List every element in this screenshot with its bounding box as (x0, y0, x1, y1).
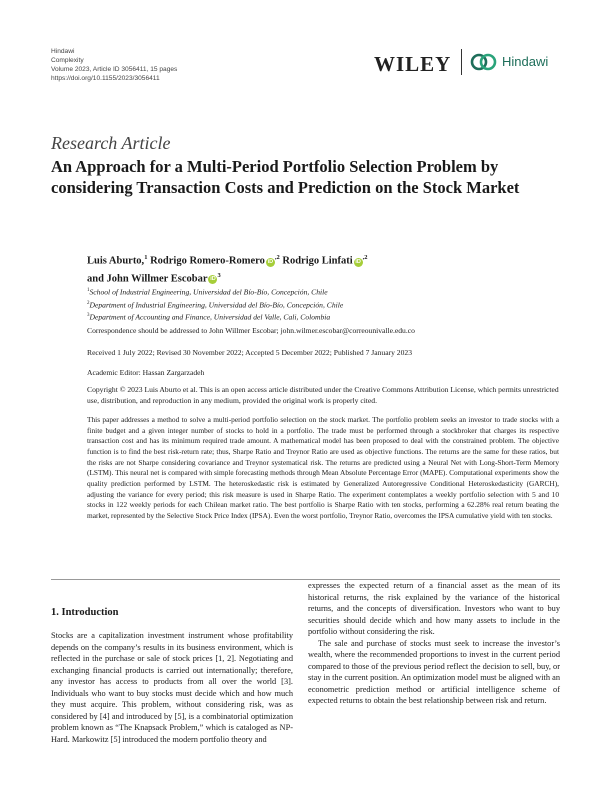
hindawi-logo-text: Hindawi (502, 54, 549, 69)
author-sup: ,2 (362, 254, 368, 261)
hindawi-rings-icon (469, 52, 499, 72)
abstract: This paper addresses a method to solve a multi-period portfolio selection on the stock market. The portfolio problem seeks an investor to trade stocks with a finite budget and a given integer number of stocks to hold in a portfolio. The trade must be performed through a stockbroker that charges its respective transaction cost and has its minimum required trade amount. A mathematical model has been proposed to deal with the constrained problem. The objective function is to find the best risk-return rate; thus, Sharpe Ratio and Treynor Ratio are used as objective functions. The returns are the same for these ratios, but the risks are not Sharpe considering covariance and Treynor systematical risk. The returns are predicted using a Neural Net with Long-Short-Term Memory (LSTM). This neural net is compared with simple forecasting methods through Mean Absolute Percentage Error (MAPE). Computational experiments show the quality prediction performed by LSTM. The heteroskedastic risk is estimated by Generalized Autoregressive Conditional Heteroskedasticity (GARCH), adjusting the variance for every period; this risk measure is used in Sharpe Ratio. The experiment contemplates a weekly portfolio selection with 5 and 10 stocks in 122 weekly periods for each Chilean market ratio. The best portfolio is Sharpe Ratio with ten stocks, performing a 62.28% real return beating the market, represented by the Selective Stock Price Index (IPSA). Even the worst portfolio, Treynor Ratio, overcomes the IPSA cumulative yield with ten stocks. (87, 415, 559, 520)
academic-editor: Academic Editor: Hassan Zargarzadeh (87, 368, 205, 377)
affiliations (87, 285, 557, 323)
author-name: Luis Aburto, (87, 255, 145, 267)
correspondence: Correspondence should be addressed to John Willmer Escobar; john.wilmer.escobar@correounivalle.edu.co (87, 326, 415, 335)
author-sup: 1 (144, 254, 148, 261)
section-heading: 1. Introduction (51, 607, 119, 618)
author-name: and John Willmer Escobar (87, 273, 208, 284)
author-list (87, 251, 557, 286)
author-name: Rodrigo Linfati (282, 255, 353, 267)
journal-name: Complexity (51, 57, 84, 64)
paragraph: expresses the expected return of a financial asset as the mean of its historical returns, the risk explained by the variance of the historical returns, and the concepts of diversification. Investors who want to buy securities should decide which and how many assets to include in the portfolio without considering the risk. (308, 581, 560, 636)
journal-volume: Volume 2023, Article ID 3056411, 15 pages (51, 66, 178, 73)
paragraph: The sale and purchase of stocks must seek to increase the investor’s wealth, where the recommended proportions to invest in the current period compared to those of the previous period reflect the decision to sell, buy, or stay in the current position. An optimization model must be aligned with an econometric prediction method or artificial intelligence scheme of expected returns to obtain the best relationship between risk and return. (308, 638, 560, 705)
article-dates: Received 1 July 2022; Revised 30 November 2022; Accepted 5 December 2022; Published 7 January 2023 (87, 348, 412, 357)
body-column-right (308, 580, 560, 707)
journal-meta (51, 47, 177, 83)
article-title: An Approach for a Multi-Period Portfolio Selection Problem by considering Transaction Costs and Prediction on the Stock Market (51, 157, 520, 197)
body-column-left (51, 630, 293, 745)
orcid-icon[interactable]: iD (267, 258, 274, 265)
author-name: Rodrigo Romero-Romero (150, 255, 265, 267)
paragraph: Stocks are a capitalization investment instrument whose profitability depends on the company’s results in its business environment, which is reflected in the purchase or sale of stock prices [1, 2]. Negotiating and exchanging financial products is carried out internationally; therefore, any investor has access to products from all over the world [3]. Individuals who want to buy stocks must decide which and how much they must acquire. This problem, without considering risk, was as considered by [4] and introduced by [5], is a combinatorial optimization problem known as “The Knapsack Problem,” which is cataloged as NP-Hard. Markowitz [5] introduced the modern portfolio theory and (51, 631, 293, 744)
article-type: Research Article (51, 133, 171, 153)
journal-doi[interactable]: https://doi.org/10.1155/2023/3056411 (51, 75, 160, 82)
author-sup: 3 (217, 271, 221, 279)
author-sup: ,2 (274, 254, 280, 261)
copyright-notice: Copyright © 2023 Luis Aburto et al. This is an open access article distributed under the Creative Commons Attribution License, which permits unrestricted use, distribution, and reproduction in any medium, provided the original work is properly cited. (87, 385, 559, 405)
publisher-logos (374, 48, 554, 80)
affiliation-item: $^1$School of Industrial Engineering, Universidad del Bío-Bío, Concepción, Chile (87, 287, 328, 297)
journal-publisher: Hindawi (51, 48, 75, 55)
orcid-icon[interactable]: iD (355, 258, 361, 265)
orcid-icon[interactable]: iD (210, 276, 216, 282)
logo-divider (461, 49, 462, 75)
affiliation-item: $^3$Department of Accounting and Finance, Universidad del Valle, Cali, Colombia (87, 312, 331, 322)
wiley-logo: WILEY (374, 52, 452, 76)
affiliation-item: $^2$Department of Industrial Engineering, Universidad del Bío-Bío, Concepción, Chile (87, 300, 344, 310)
